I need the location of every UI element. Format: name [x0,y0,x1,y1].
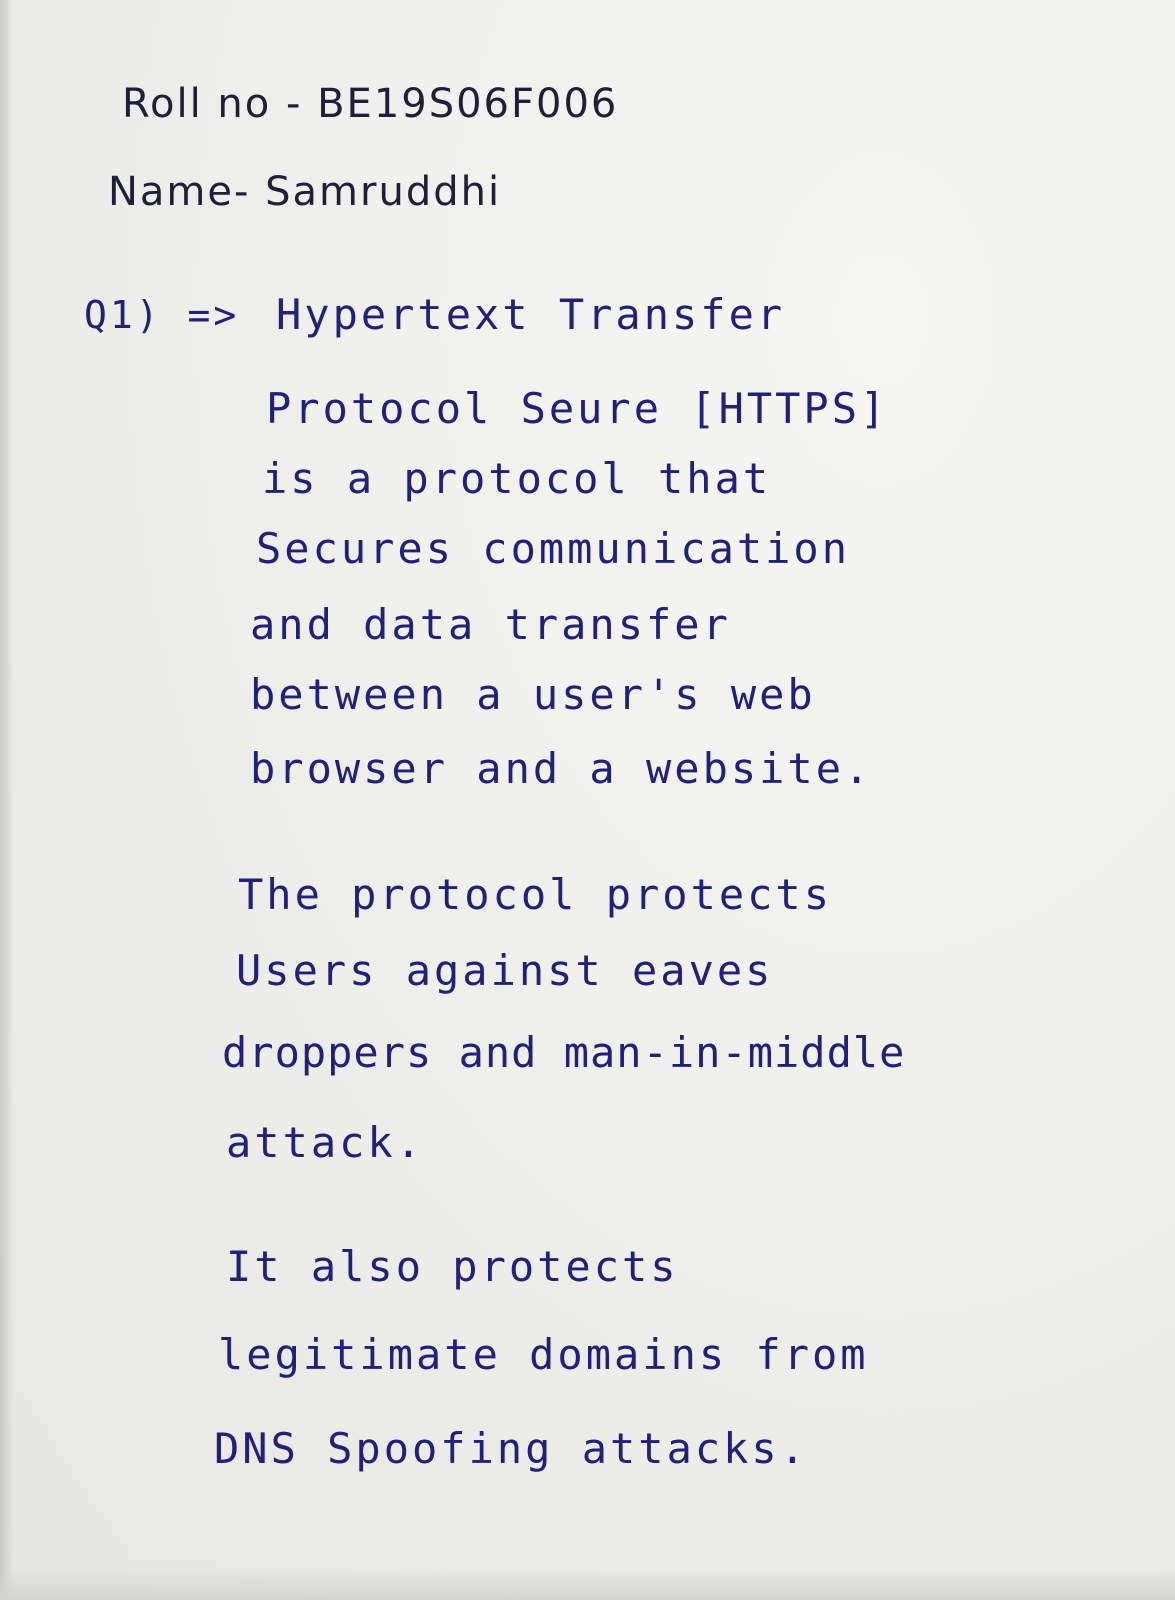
answer-line-4: Secures communication [256,524,851,573]
answer-line-7: browser and a website. [250,744,873,793]
answer-line-8: The protocol protects [238,870,833,919]
answer-line-14: DNS Spoofing attacks. [214,1424,809,1473]
question-label: Q1) => [84,293,240,337]
answer-line-1: Hypertext Transfer [276,290,786,339]
answer-line-11: attack. [226,1118,425,1167]
roll-number: Roll no - BE19S06F006 [122,81,619,127]
answer-line-5: and data transfer [250,600,731,649]
answer-line-3: is a protocol that [262,454,772,503]
answer-line-10: droppers and man-in-middle [222,1028,906,1077]
answer-line-2: Protocol Seure [HTTPS] [266,384,889,433]
answer-line-12: It also protects [226,1242,679,1291]
answer-line-9: Users against eaves [236,946,774,995]
answer-line-6: between a user's web [250,670,816,719]
answer-line-13: legitimate domains from [218,1330,869,1379]
student-name: Name- Samruddhi [108,169,502,215]
